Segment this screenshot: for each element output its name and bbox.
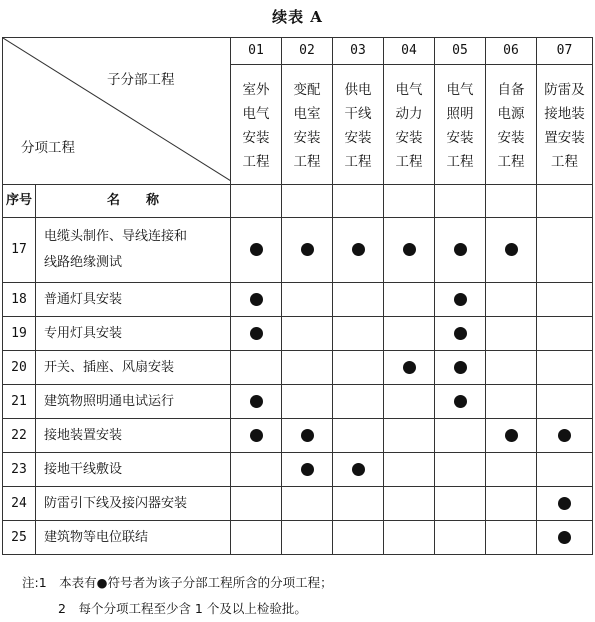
row-seq: 19 xyxy=(3,317,36,351)
filled-dot-icon xyxy=(250,429,263,442)
table-row xyxy=(3,351,593,385)
col-name-02: 变配 电室 安装 工程 xyxy=(282,65,333,185)
row-seq: 20 xyxy=(3,351,36,385)
row-seq: 17 xyxy=(3,218,36,283)
row-name: 建筑物等电位联结 xyxy=(36,521,231,555)
filled-dot-icon xyxy=(454,243,467,256)
col-name-03: 供电 干线 安装 工程 xyxy=(333,65,384,185)
mark-cell xyxy=(384,317,435,351)
filled-dot-icon xyxy=(403,361,416,374)
filled-dot-icon xyxy=(250,243,263,256)
note-1: 注:1 本表有●符号者为该子分部工程所含的分项工程； xyxy=(22,575,333,590)
mark-cell xyxy=(537,218,593,283)
mark-cell xyxy=(231,218,282,283)
col-number-06: 06 xyxy=(486,38,537,65)
mark-cell xyxy=(231,419,282,453)
mark-cell xyxy=(435,487,486,521)
mark-cell xyxy=(333,317,384,351)
table-row xyxy=(3,317,593,351)
col-number-02: 02 xyxy=(282,38,333,65)
mark-cell xyxy=(333,218,384,283)
mark-cell xyxy=(384,487,435,521)
mark-cell xyxy=(282,351,333,385)
mark-cell xyxy=(384,419,435,453)
table-row xyxy=(3,283,593,317)
mark-cell xyxy=(282,419,333,453)
mark-cell xyxy=(486,385,537,419)
row-seq: 21 xyxy=(3,385,36,419)
col-number-01: 01 xyxy=(231,38,282,65)
col-number-07: 07 xyxy=(537,38,593,65)
filled-dot-icon xyxy=(301,429,314,442)
mark-cell xyxy=(486,487,537,521)
filled-dot-icon xyxy=(454,293,467,306)
mark-cell xyxy=(486,218,537,283)
mark-cell xyxy=(384,385,435,419)
filled-dot-icon xyxy=(301,243,314,256)
mark-cell xyxy=(486,419,537,453)
mark-cell xyxy=(537,419,593,453)
col-name-06: 自备 电源 安装 工程 xyxy=(486,65,537,185)
filled-dot-icon xyxy=(250,395,263,408)
mark-cell xyxy=(486,453,537,487)
mark-cell xyxy=(486,317,537,351)
col-name-04: 电气 动力 安装 工程 xyxy=(384,65,435,185)
mark-cell xyxy=(231,521,282,555)
diag-label-subsection: 子分部工程 xyxy=(107,72,175,88)
row-name: 电缆头制作、导线连接和 线路绝缘测试 xyxy=(36,218,231,283)
row-seq: 23 xyxy=(3,453,36,487)
mark-cell xyxy=(282,487,333,521)
row-name: 接地装置安装 xyxy=(36,419,231,453)
mark-cell xyxy=(333,283,384,317)
row-seq: 18 xyxy=(3,283,36,317)
table-row xyxy=(3,521,593,555)
row-seq: 25 xyxy=(3,521,36,555)
mark-cell xyxy=(384,453,435,487)
mark-cell xyxy=(537,487,593,521)
mark-cell xyxy=(486,521,537,555)
filled-dot-icon xyxy=(505,243,518,256)
note-2: 2 每个分项工程至少含 1 个及以上检验批。 xyxy=(58,601,307,616)
row-name: 接地干线敷设 xyxy=(36,453,231,487)
filled-dot-icon xyxy=(301,463,314,476)
diag-label-item: 分项工程 xyxy=(21,140,75,156)
mark-cell xyxy=(486,351,537,385)
col-head-empty xyxy=(537,185,593,218)
col-head-empty xyxy=(435,185,486,218)
row-name: 开关、插座、风扇安装 xyxy=(36,351,231,385)
col-name-07: 防雷及 接地装 置安装 工程 xyxy=(537,65,593,185)
filled-dot-icon xyxy=(250,293,263,306)
mark-cell xyxy=(486,283,537,317)
filled-dot-icon xyxy=(505,429,518,442)
mark-cell xyxy=(231,317,282,351)
mark-cell xyxy=(333,487,384,521)
name-header: 名称 xyxy=(36,185,231,218)
mark-cell xyxy=(282,283,333,317)
mark-cell xyxy=(435,453,486,487)
filled-dot-icon xyxy=(454,395,467,408)
table-row xyxy=(3,419,593,453)
mark-cell xyxy=(435,419,486,453)
notes xyxy=(22,570,333,622)
filled-dot-icon xyxy=(454,361,467,374)
col-head-empty xyxy=(486,185,537,218)
mark-cell xyxy=(282,317,333,351)
mark-cell xyxy=(435,283,486,317)
mark-cell xyxy=(282,385,333,419)
mark-cell xyxy=(231,385,282,419)
mark-cell xyxy=(333,521,384,555)
filled-dot-icon xyxy=(558,429,571,442)
row-name: 普通灯具安装 xyxy=(36,283,231,317)
filled-dot-icon xyxy=(403,243,416,256)
mark-cell xyxy=(333,351,384,385)
table-row xyxy=(3,453,593,487)
mark-cell xyxy=(435,521,486,555)
mark-cell xyxy=(435,385,486,419)
mark-cell xyxy=(282,218,333,283)
filled-dot-icon xyxy=(250,327,263,340)
row-seq: 24 xyxy=(3,487,36,521)
col-head-empty xyxy=(282,185,333,218)
mark-cell xyxy=(231,453,282,487)
mark-cell xyxy=(282,521,333,555)
filled-dot-icon xyxy=(352,243,365,256)
mark-cell xyxy=(231,283,282,317)
filled-dot-icon xyxy=(558,531,571,544)
filled-dot-icon xyxy=(352,463,365,476)
row-name: 建筑物照明通电试运行 xyxy=(36,385,231,419)
diagonal-header-cell xyxy=(3,38,231,185)
col-number-05: 05 xyxy=(435,38,486,65)
subdivision-table xyxy=(2,37,593,555)
col-name-05: 电气 照明 安装 工程 xyxy=(435,65,486,185)
mark-cell xyxy=(333,419,384,453)
col-number-03: 03 xyxy=(333,38,384,65)
mark-cell xyxy=(333,453,384,487)
mark-cell xyxy=(537,521,593,555)
mark-cell xyxy=(537,453,593,487)
col-head-empty xyxy=(384,185,435,218)
mark-cell xyxy=(231,351,282,385)
diagonal-line xyxy=(3,38,231,181)
filled-dot-icon xyxy=(558,497,571,510)
row-seq: 22 xyxy=(3,419,36,453)
mark-cell xyxy=(384,283,435,317)
seq-header: 序号 xyxy=(3,185,36,218)
mark-cell xyxy=(435,218,486,283)
table-row xyxy=(3,218,593,283)
mark-cell xyxy=(435,351,486,385)
table-title: 续表 A xyxy=(272,8,323,26)
mark-cell xyxy=(435,317,486,351)
mark-cell xyxy=(384,521,435,555)
mark-cell xyxy=(282,453,333,487)
mark-cell xyxy=(384,218,435,283)
table-row xyxy=(3,487,593,521)
mark-cell xyxy=(231,487,282,521)
col-head-empty xyxy=(231,185,282,218)
mark-cell xyxy=(537,385,593,419)
col-name-01: 室外 电气 安装 工程 xyxy=(231,65,282,185)
mark-cell xyxy=(333,385,384,419)
col-head-empty xyxy=(333,185,384,218)
filled-dot-icon xyxy=(454,327,467,340)
row-name: 防雷引下线及接闪器安装 xyxy=(36,487,231,521)
table-row xyxy=(3,385,593,419)
row-name: 专用灯具安装 xyxy=(36,317,231,351)
mark-cell xyxy=(537,317,593,351)
mark-cell xyxy=(384,351,435,385)
mark-cell xyxy=(537,351,593,385)
mark-cell xyxy=(537,283,593,317)
col-number-04: 04 xyxy=(384,38,435,65)
